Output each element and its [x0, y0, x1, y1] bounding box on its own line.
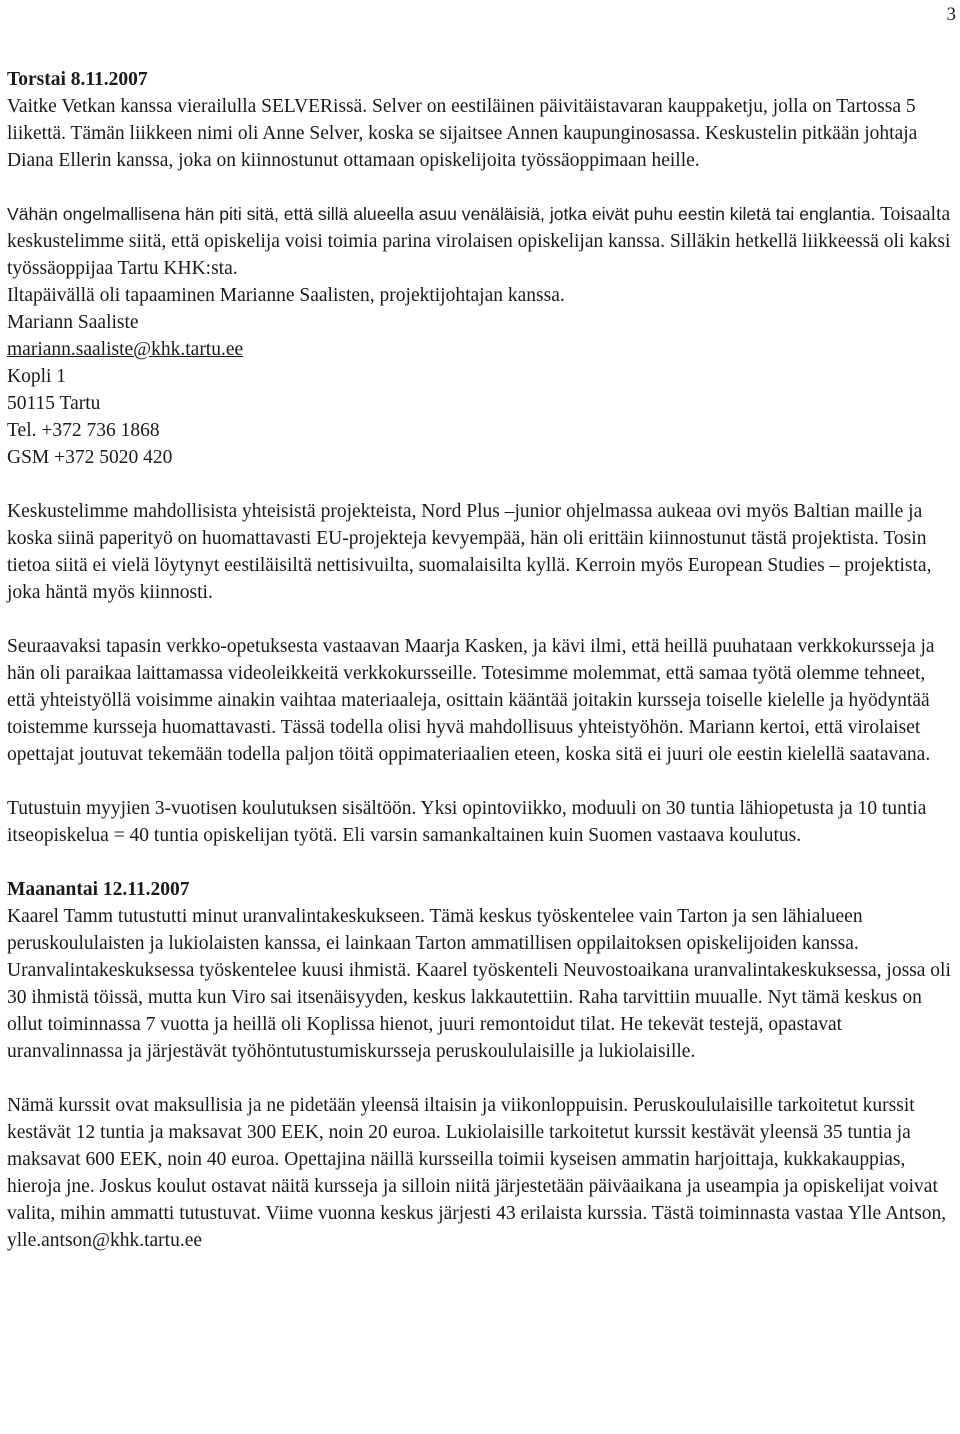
contact-email-link[interactable]: mariann.saaliste@khk.tartu.ee: [7, 339, 244, 360]
paragraph-projects: Keskustelimme mahdollisista yhteisistä projekteista, Nord Plus –junior ohjelmassa aukeaa ovi myös Baltian maille ja koska siinä paperityö on huomattavasti EU-projekteja kevyempää, hän oli erittäin kiinnostunut tästä projektista. Tosin tietoa siitä ei vielä löytynyt eestiläisiltä nettisivuilta, suomalaisilta kyllä. Kerroin myös European Studies – projektista, joka häntä myös kiinnosti.: [7, 501, 932, 603]
paragraph-career-center: Kaarel Tamm tutustutti minut uranvalintakeskukseen. Tämä keskus työskentelee vain Tarton ja sen lähialueen peruskoululaisten ja lukiolaisten kanssa, ei lainkaan Tarton ammatillisen oppilaitoksen opiskelijoiden kanssa. Uranvalintakeskuksessa työskentelee kuusi ihmistä. Kaarel työskenteli Neuvostoaikana uranvalintakeskuksessa, jossa oli 30 ihmistä töissä, mutta kun Viro sai itsenäisyyden, keskus lakkautettiin. Raha tarvittiin muualle. Nyt tämä keskus on ollut toiminnassa 7 vuotta ja heillä oli Koplissa hienot, juuri remontoidut tilat. He tekevät testejä, opastavat uranvalinnassa ja järjestävät työhöntutustumiskursseja peruskoululaisille ja lukiolaisille.: [7, 906, 951, 1062]
paragraph-gap: [7, 174, 957, 201]
contact-city: 50115 Tartu: [7, 393, 101, 414]
contact-street: Kopli 1: [7, 366, 67, 387]
paragraph-gap: [7, 606, 957, 633]
entry-heading: Maanantai 12.11.2007: [7, 879, 190, 900]
paragraph-meeting: Iltapäivällä oli tapaaminen Marianne Saalisten, projektijohtajan kanssa.: [7, 285, 565, 306]
paragraph-online-courses: Seuraavaksi tapasin verkko-opetuksesta vastaavan Maarja Kasken, ja kävi ilmi, että heillä puuhataan verkkokursseja ja hän oli paraikaa laittamassa videoleikkeitä verkkokursseille. Totesimme molemmat, että samaa työtä olemme tehneet, että yhteistyöllä voisimme ainakin vaihtaa materiaaleja, osittain kääntää joitakin kursseja toiselle kielelle ja hyödyntää toistemme kursseja huomattavasti. Tässä todella olisi hyvä mahdollisuus yhteistyöhön. Mariann kertoi, että virolaiset opettajat joutuvat tekemään todella paljon töitä oppimateriaalien eteen, koska sitä ei juuri ole eestin kielellä saatavana.: [7, 636, 935, 765]
diary-entry-thursday: [7, 66, 957, 849]
paragraph-training-content: Tutustuin myyjien 3-vuotisen koulutuksen sisältöön. Yksi opintoviikko, moduuli on 30 tuntia lähiopetusta ja 10 tuntia itseopiskelua = 40 tuntia opiskelijan työtä. Eli varsin samankaltainen kuin Suomen vastaava koulutus.: [7, 798, 927, 846]
paragraph-language-issue-cont: Toisaalta keskustelimme siitä, että opiskelija voisi toimia parina virolaisen opiskelijan kanssa. Silläkin hetkellä liikkeessä oli kaksi työssäoppijaa Tartu KHK:sta.: [7, 204, 951, 279]
paragraph-gap: [7, 768, 957, 795]
document-page: [7, 66, 957, 1254]
paragraph-courses: Nämä kurssit ovat maksullisia ja ne pidetään yleensä iltaisin ja viikonloppuisin. Peruskoululaisille tarkoitetut kurssit kestävät 12 tuntia ja maksavat 300 EEK, noin 20 euroa. Lukiolaisille tarkoitetut kurssit kestävät yleensä 35 tuntia ja maksavat 600 EEK, noin 40 euroa. Opettajina näillä kursseilla toimii kyseisen ammatin harjoittaja, kukkakauppias, hieroja jne. Joskus koulut ostavat näitä kursseja ja silloin niitä järjestetään päiväaikana ja useampia ja opiskelijat voivat valita, mihin ammatti tutustuvat. Viime vuonna keskus järjesti 43 erilaista kurssia. Tästä toiminnasta vastaa Ylle Antson, yllе.antson@khk.tartu.ee: [7, 1095, 947, 1251]
paragraph-language-issue-sans: Vähän ongelmallisena hän piti sitä, että sillä alueella asuu venäläisiä, jotka eivät puhu eestin kiletä tai englantia.: [7, 204, 876, 224]
contact-name: Mariann Saaliste: [7, 312, 139, 333]
contact-block: [7, 309, 957, 471]
section-gap: [7, 849, 957, 876]
contact-telephone: Tel. +372 736 1868: [7, 420, 160, 441]
paragraph-gap: [7, 471, 957, 498]
entry-heading: Torstai 8.11.2007: [7, 69, 148, 90]
diary-entry-monday: [7, 876, 957, 1254]
page-number: 3: [946, 4, 956, 25]
paragraph-gap: [7, 1065, 957, 1092]
paragraph-selver-visit: Vaitke Vetkan kanssa vierailulla SELVERissä. Selver on eestiläinen päivitäistavaran kauppaketju, jolla on Tartossa 5 liikettä. Tämän liikkeen nimi oli Anne Selver, koska se sijaitsee Annen kaupunginosassa. Keskustelin pitkään johtaja Diana Ellerin kanssa, joka on kiinnostunut ottamaan opiskelijoita työssäoppimaan heille.: [7, 96, 918, 171]
contact-gsm: GSM +372 5020 420: [7, 447, 173, 468]
paragraph-language-issue: [7, 201, 957, 282]
